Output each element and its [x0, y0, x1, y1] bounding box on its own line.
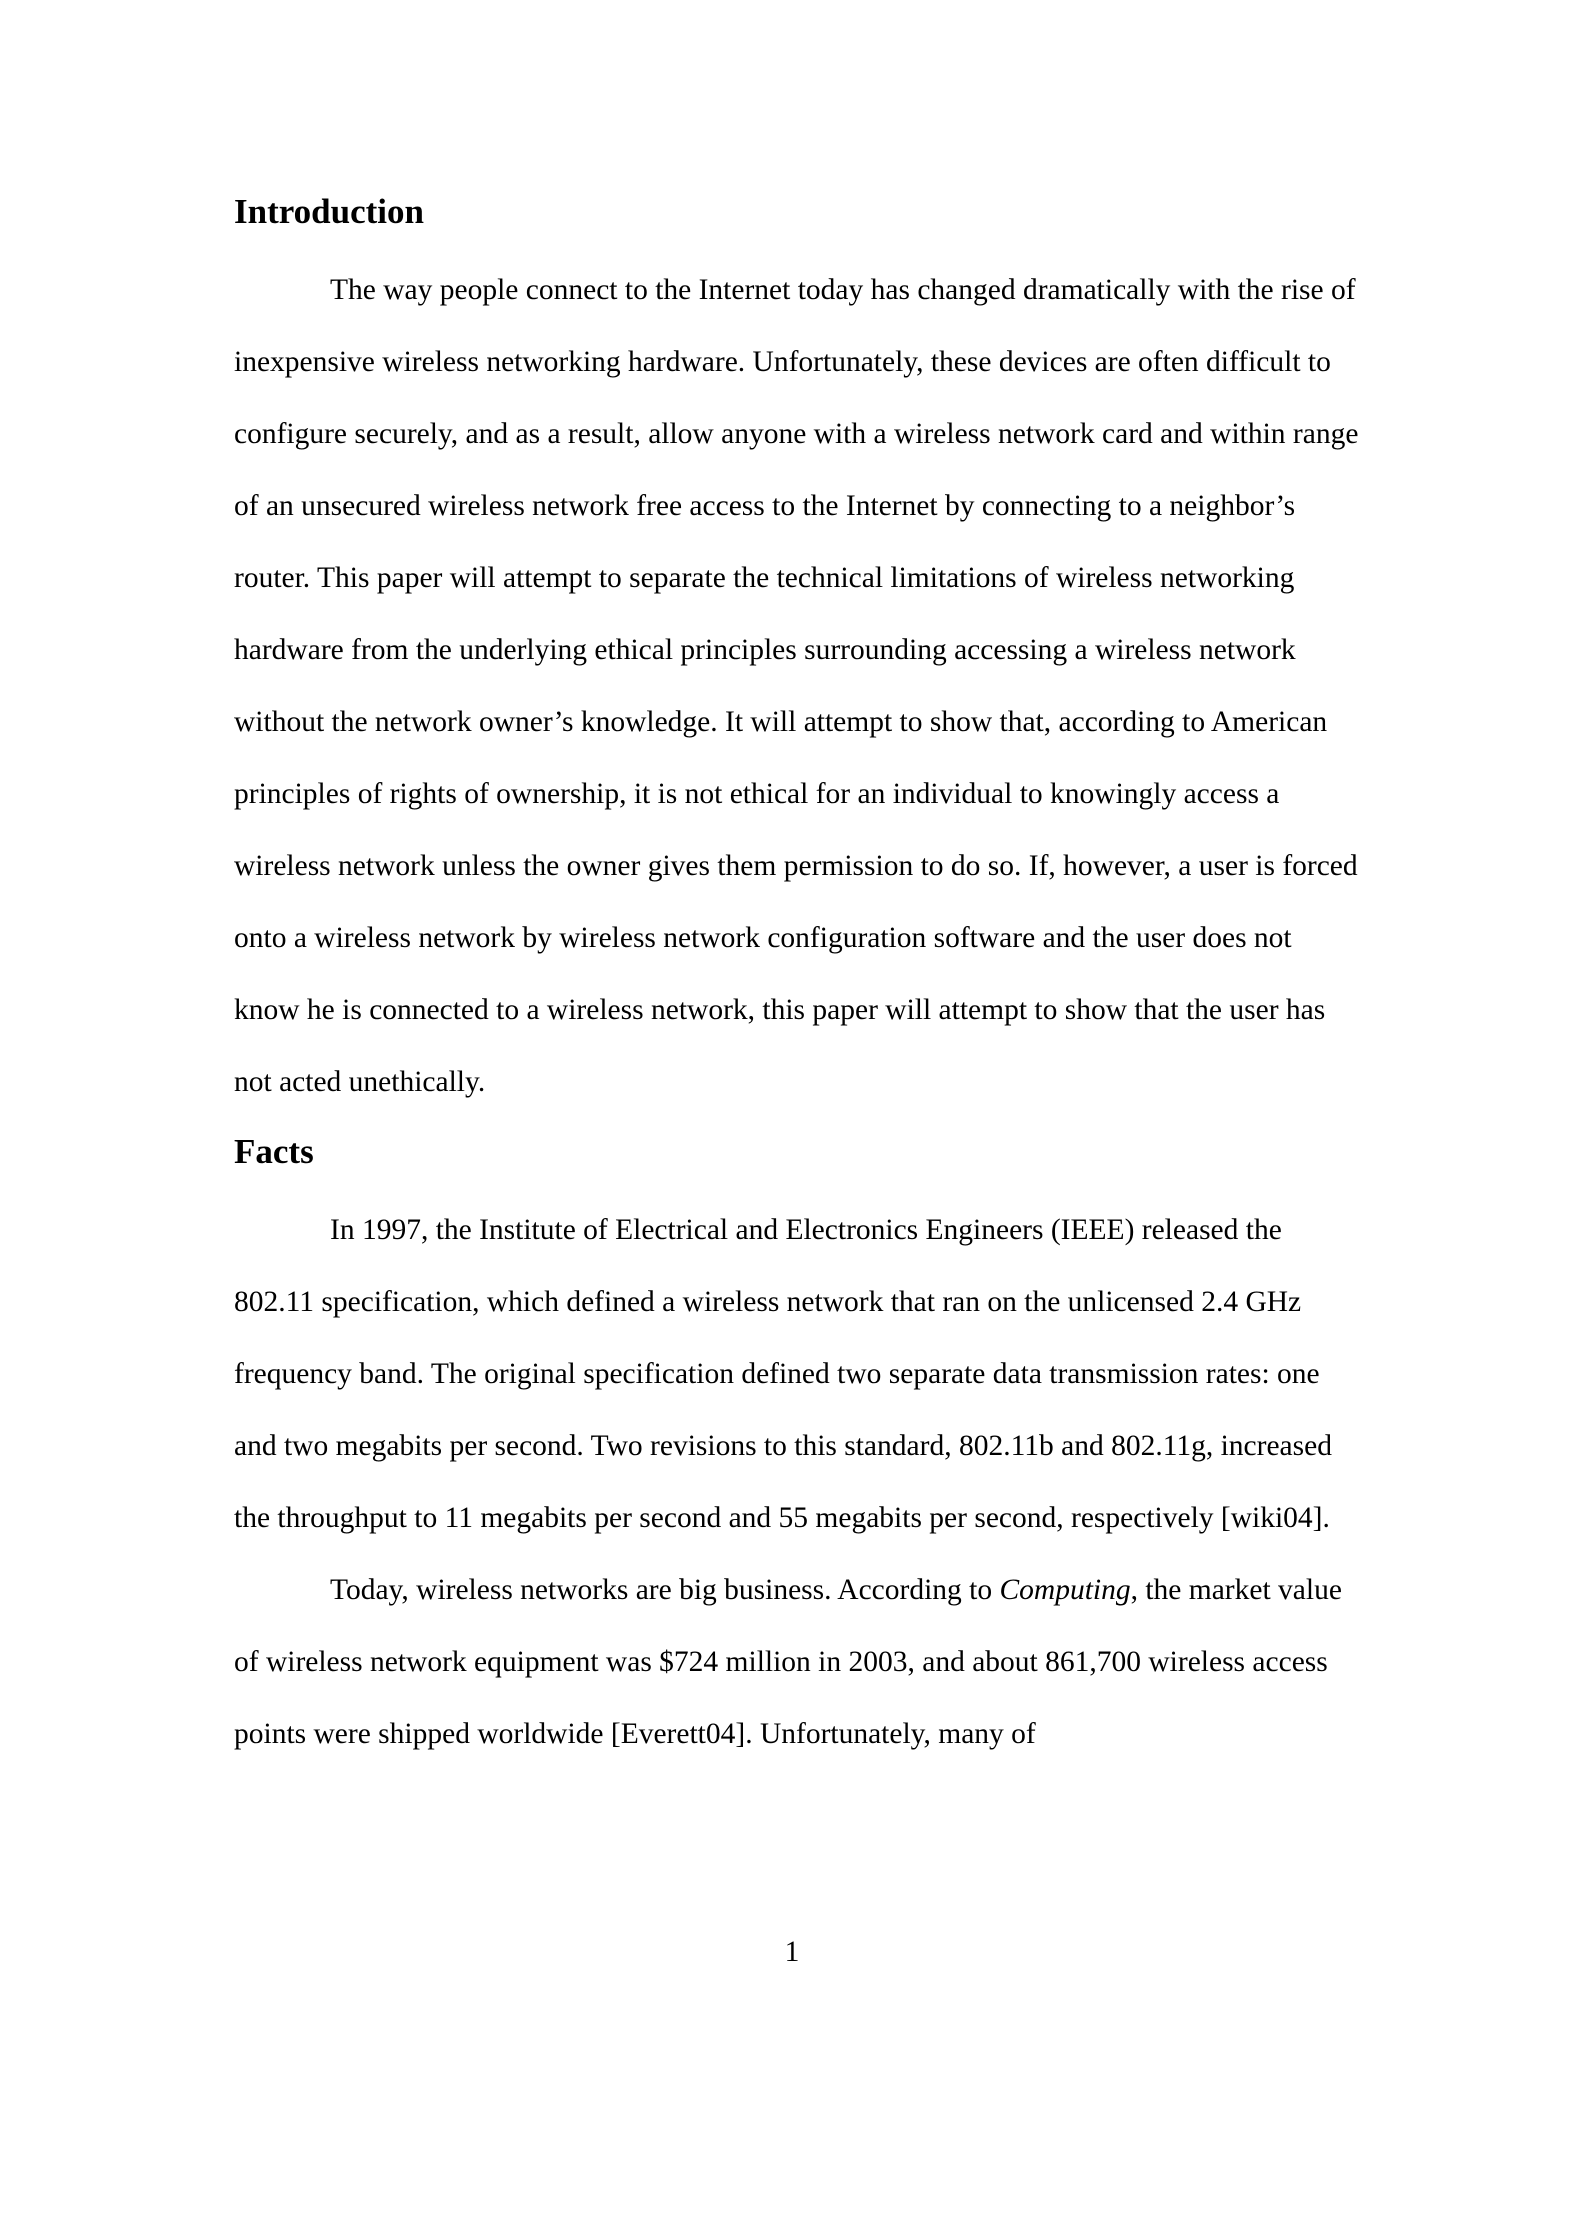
- page-body: [234, 182, 1364, 1770]
- section-heading-facts: Facts: [234, 1132, 314, 1171]
- facts-paragraph-2-text-end: , the market value of wireless network equipment was $724 million in 2003, and about 861,700 wireless access points were shipped worldwide [Everett04]. Unfortunately, many of: [234, 1574, 1342, 1750]
- section-heading-introduction: Introduction: [234, 192, 424, 231]
- facts-paragraph-2-text-start: Today, wireless networks are big business. According to: [330, 1574, 1000, 1606]
- facts-paragraph-2: [234, 1554, 1364, 1770]
- facts-paragraph-1: In 1997, the Institute of Electrical and Electronics Engineers (IEEE) released the 802.11 specification, which defined a wireless network that ran on the unlicensed 2.4 GHz frequency band. The original specification defined two separate data transmission rates: one and two megabits per second. Two revisions to this standard, 802.11b and 802.11g, increased the throughput to 11 megabits per second and 55 megabits per second, respectively [wiki04].: [234, 1214, 1332, 1534]
- introduction-paragraph: The way people connect to the Internet today has changed dramatically with the rise of inexpensive wireless networking hardware. Unfortunately, these devices are often difficult to configure securely, and as a result, allow anyone with a wireless network card and within range of an unsecured wireless network free access to the Internet by connecting to a neighbor’s router. This paper will attempt to separate the technical limitations of wireless networking hardware from the underlying ethical principles surrounding accessing a wireless network without the network owner’s knowledge. It will attempt to show that, according to American principles of rights of ownership, it is not ethical for an individual to knowingly access a wireless network unless the owner gives them permission to do so. If, however, a user is forced onto a wireless network by wireless network configuration software and the user does not know he is connected to a wireless network, this paper will attempt to show that the user has not acted unethically.: [234, 274, 1359, 1098]
- publication-title: Computing: [999, 1574, 1131, 1606]
- page-number: 1: [784, 1936, 800, 1968]
